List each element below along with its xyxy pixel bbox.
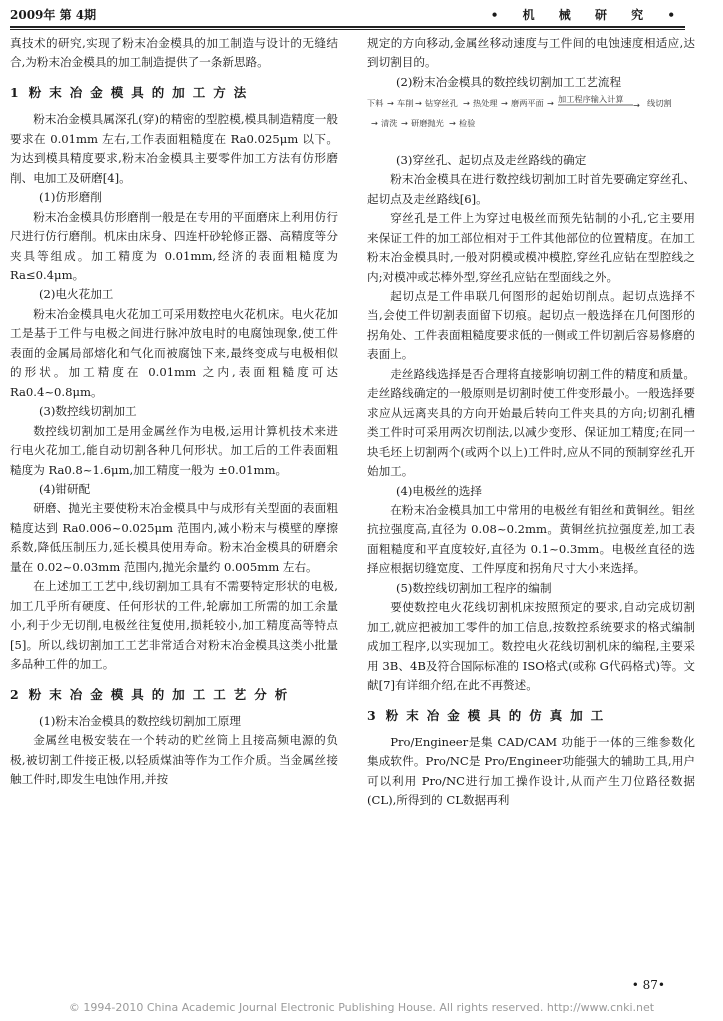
paragraph: 数控线切割加工是用金属丝作为电极,运用计算机技术来进行电火花加工,能自动切割各种几何形状。加工后的工件表面粗糙度为 Ra0.8~1.6μm,加工精度一般为 ±0.01mm。	[10, 423, 338, 477]
subheading: (4)电极丝的选择	[396, 483, 482, 498]
subheading: (5)数控线切割加工程序的编制	[396, 580, 552, 595]
subheading: (2)电火花加工	[39, 287, 114, 302]
paragraph: 穿丝孔是工件上为穿过电极丝而预先钻制的小孔,它主要用来保证工件的加工部位相对于工件其他部位的位置精度。在加工粉末冶金模具时,一般对阴模或模冲模腔,穿丝孔应钻在型腔线之内;对模冲或芯棒外型,穿丝孔应钻在型面线之外。	[367, 211, 695, 284]
header-right: • 机 械 研 究 •	[490, 8, 685, 22]
subheading: (1)仿形磨削	[39, 190, 102, 205]
flow-step: 研磨抛光	[411, 118, 444, 129]
section-2-heading	[10, 685, 338, 704]
intro-paragraph: 真技术的研究,实现了粉末冶金模具的加工制造与设计的无缝结合,为粉末冶金模具的加工制造提供了一条新思路。	[10, 36, 338, 70]
section-1-heading	[10, 83, 338, 102]
flow-arrow: →	[633, 100, 640, 111]
flow-arrow: →	[501, 98, 508, 109]
paragraph: 粉末冶金模具在进行数控线切割加工时首先要确定穿丝孔、起切点及走丝路线[6]。	[367, 172, 695, 206]
section-number: 2	[10, 686, 19, 702]
flow-step: 下料	[367, 98, 384, 109]
section-title: 粉末冶金模具的仿真加工	[385, 707, 612, 723]
flow-arrow: →	[415, 98, 422, 109]
paragraph: 起切点是工件串联几何图形的起始切削点。起切点选择不当,会使工件切割表面留下切痕。起切点一般选择在几何图形的拐角处、工件表面粗糙度要求低的一侧或工件切割后容易修磨的表面上。	[367, 288, 695, 362]
flow-arrow: →	[401, 118, 408, 129]
subheading: (3)数控线切割加工	[39, 404, 137, 419]
flow-step: 热处理	[473, 98, 498, 109]
flow-step: 磨两平面	[511, 98, 544, 109]
page-number: • 87•	[631, 978, 665, 992]
section-title: 粉末冶金模具的加工方法	[28, 84, 255, 100]
flow-arrow: →	[547, 98, 554, 109]
header-rule-thin	[10, 29, 685, 30]
subheading: (2)粉末冶金模具的数控线切割加工工艺流程	[396, 74, 622, 89]
paragraph: 粉末冶金模具属深孔(穿)的精密的型腔模,模具制造精度一般要求在 0.01mm 左右,工作表面粗糙度在 Ra0.025μm 以下。为达到模具精度要求,粉末冶金模具主要零件加工方法有仿形磨削、电加工及研磨[4]。	[10, 112, 338, 185]
flow-step: 钻穿丝孔	[425, 98, 458, 109]
paragraph: 规定的方向移动,金属丝移动速度与工件间的电蚀速度相适应,达到切割目的。	[367, 36, 695, 70]
flow-arrow: →	[387, 98, 394, 109]
flow-arrow: →	[371, 118, 378, 129]
subheading: (4)钳研配	[39, 481, 91, 496]
section-number: 3	[367, 707, 376, 723]
subheading: (3)穿丝孔、起切点及走丝路线的确定	[396, 152, 587, 167]
paragraph: Pro/Engineer是集 CAD/CAM 功能于一体的三维参数化集成软件。Pro/NC是 Pro/Engineer功能强大的辅助工具,用户可以利用 Pro/NC进行加工操作设计,从而产生刀位路径数据(CL),所得到的 CL数据再利	[367, 734, 695, 808]
section-title: 粉末冶金模具的加工工艺分析	[28, 686, 296, 702]
copyright-footer: © 1994-2010 China Academic Journal Electronic Publishing House. All rights reserved. http://www.cnki.net	[68, 1001, 655, 1014]
paragraph: 在上述加工工艺中,线切割加工具有不需要特定形状的电极,加工几乎所有硬度、任何形状的工件,轮廓加工所需的加工余量小,利于少无切削,电极丝往复使用,损耗较小,加工精度高等特点[5]。所以,线切割加工工艺非常适合对粉末冶金模具这类小批量多品种工件的加工。	[10, 579, 338, 672]
paragraph: 在粉末冶金模具加工中常用的电极丝有钼丝和黄铜丝。钼丝抗拉强度高,直径为 0.08~0.2mm。黄铜丝抗拉强度差,加工表面粗糙度和平直度较好,直径为 0.1~0.3mm。电极丝直径的选择应根据切缝宽度、工件厚度和拐角尺寸大小来选择。	[367, 502, 695, 576]
section-3-heading	[367, 706, 695, 725]
paragraph: 走丝路线选择是否合理将直接影响切割工件的精度和质量。走丝路线确定的一般原则是切割时使工件变形最小。一般选择要求应从远离夹具的方向开始最后转向工件夹具的方向;切割孔槽类工件时可采用两次切削法,以减少变形、保证加工精度;在同一块毛坯上切割两个(或两个以上)工件时,应从不同的预制穿丝孔开始加工。	[367, 366, 695, 479]
right-column	[367, 34, 695, 811]
flow-arrow: →	[449, 118, 456, 129]
flow-step: 清洗	[381, 118, 398, 129]
process-flow-diagram	[367, 94, 695, 138]
header-left: 2009年 第 4期	[10, 8, 97, 22]
left-column	[10, 34, 338, 790]
paragraph: 要使数控电火花线切割机床按照预定的要求,自动完成切割加工,就应把被加工零件的加工信息,按数控系统要求的格式编制成加工程序,以实现加工。数控电火花线切割机床的编程,主要采用 3B、4B及符合国际标准的 ISO格式(或称 G代码格式)等。文献[7]有详细介绍,在此不再赘述。	[367, 600, 695, 693]
flow-step: 线切割	[647, 98, 672, 109]
header-rule	[10, 26, 685, 28]
paragraph: 粉末冶金模具仿形磨削一般是在专用的平面磨床上利用仿行尺进行仿行磨削。机床由床身、四连杆砂轮修正器、高精度等分夹具等组成。加工精度为 0.01mm,经济的表面粗糙度为 Ra≤0.4μm。	[10, 209, 338, 282]
subheading: (1)粉末冶金模具的数控线切割加工原理	[39, 713, 241, 728]
flow-arrow: →	[463, 98, 470, 109]
paragraph: 研磨、抛光主要使粉末冶金模具中与成形有关型面的表面粗糙度达到 Ra0.006~0.025μm 范围内,减小粉末与模壁的摩擦系数,降低压制压力,延长模具使用寿命。粉末冶金模具的研磨余量在 0.02~0.03mm 范围内,抛光余量约 0.005mm 左右。	[10, 501, 338, 574]
paragraph: 粉末冶金模具电火花加工可采用数控电火花机床。电火花加工是基于工件与电极之间进行脉冲放电时的电腐蚀现象,使工件表面的金属局部熔化和气化而被腐蚀下来,最终变成与电极相似的形状。加工精度在 0.01mm 之内,表面粗糙度可达 Ra0.4~0.8μm。	[10, 306, 338, 399]
paragraph: 金属丝电极安装在一个转动的贮丝筒上且接高频电源的负极,被切割工件接正极,以轻质煤油等作为工作介质。当金属丝接触工件时,即发生电蚀作用,并按	[10, 733, 338, 787]
flow-step: 检验	[459, 118, 476, 129]
flow-step: 加工程序输入计算	[558, 94, 624, 105]
flow-step: 车削	[397, 98, 414, 109]
section-number: 1	[10, 84, 19, 100]
